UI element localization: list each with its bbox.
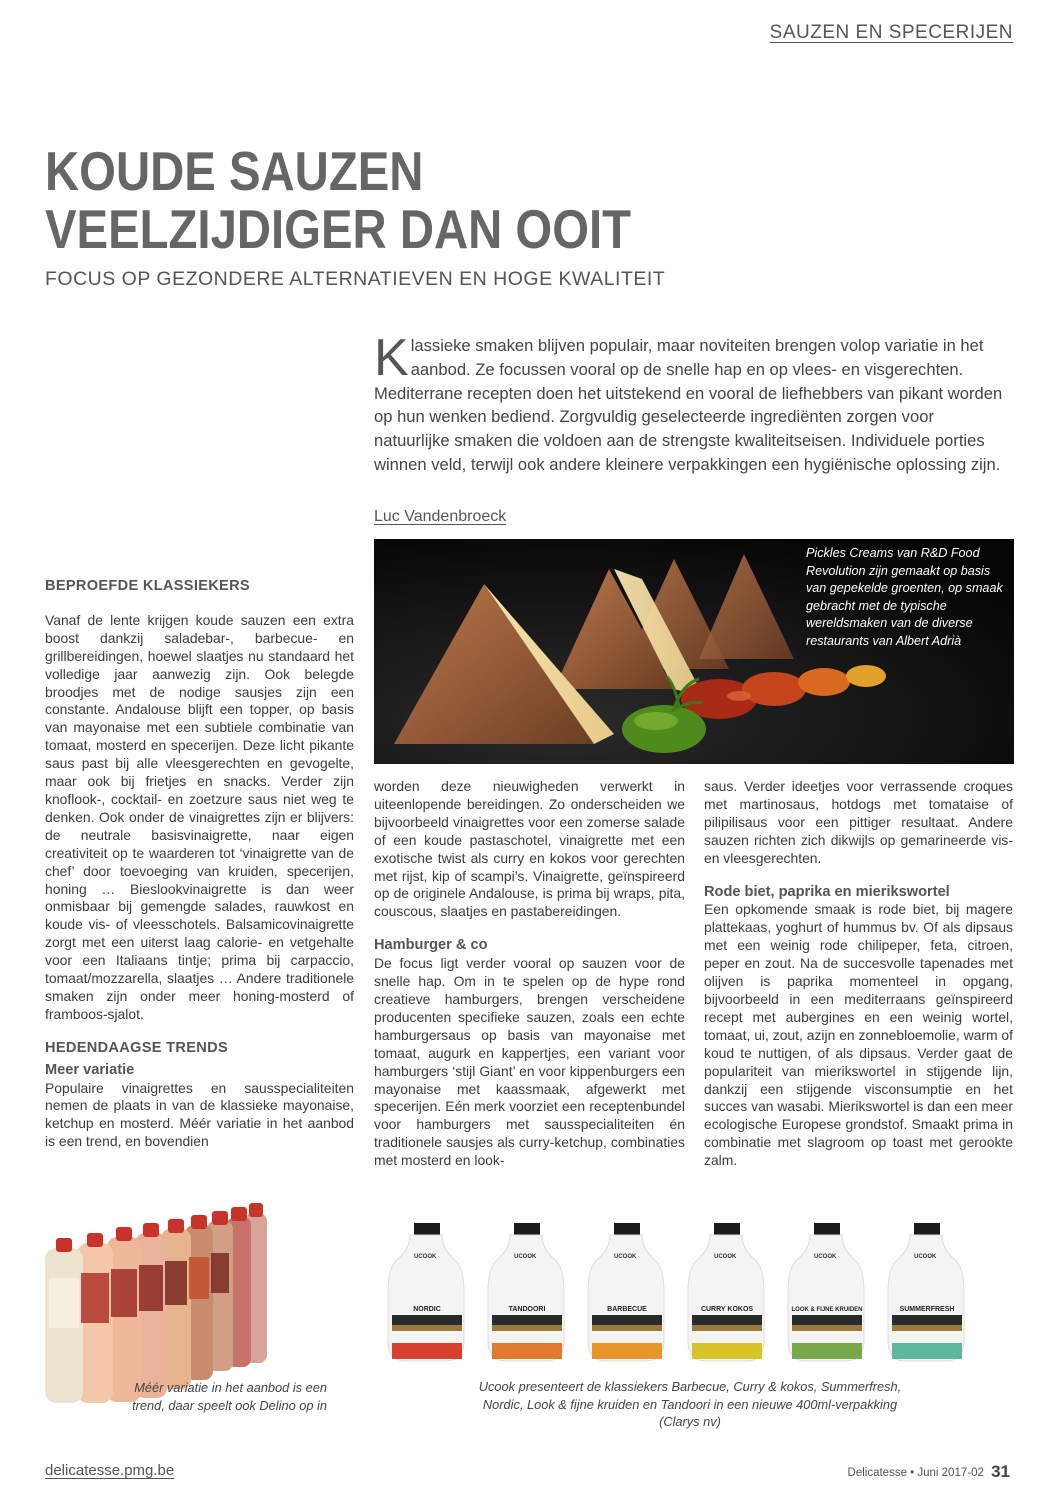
paragraph: Een opkomende smaak is rode biet, bij magere plattekaas, yoghurt of hummus bv. Of als dipsaus met een weinig rode chilipeper, feta, citroen, peper en zout. Na de succesvolle tapenades met olijven is paprika momenteel in opgang, bijvoorbeeld in een mediterraans geïnspireerd recept met aubergines en een weinig wortel, tomaat, ui, zout, azijn en zonnebloemolie, warm of koud te nuttigen, of als dipsaus. Verder gaat de populariteit van mierikswortel in stijgende lijn, dankzij een stijgende visconsumptie en het succes van wasabi. Mierikswortel is dan een meer ecologische Europese grondstof. Smaakt prima in combinatie met slagroom op toast met gerookte zalm. bbox=[704, 901, 1013, 1169]
ucook-brand-text: UCOOK bbox=[914, 1254, 937, 1260]
ucook-bottle bbox=[588, 1223, 664, 1361]
subheading-rode-biet: Rode biet, paprika en mierikswortel bbox=[704, 883, 950, 900]
delino-bottles-photo bbox=[45, 1203, 310, 1403]
ucook-flavor-label: TANDOORI bbox=[508, 1306, 546, 1313]
bottle-row-illustration bbox=[45, 1203, 310, 1403]
ucook-bottle bbox=[788, 1223, 864, 1361]
subheading-meer-variatie: Meer variatie bbox=[45, 1061, 135, 1078]
ucook-brand-text: UCOOK bbox=[514, 1254, 537, 1260]
paragraph: worden deze nieuwigheden verwerkt in uiteenlopende bereidingen. Zo onderscheiden we bijvoorbeeld vinaigrettes voor een zomerse salade of een koude pastaschotel, vinaigrette met een exotische twist als curry en kokos voor gerechten met rijst, kip of scampi’s. Vinaigrette, geïnspireerd op de originele Andalouse, is prima bij wraps, pita, couscous, slaatjes en pastabereidingen. bbox=[374, 778, 685, 920]
ucook-brand-text: UCOOK bbox=[414, 1254, 437, 1260]
heading-hedendaagse-trends: HEDENDAAGSE TRENDS bbox=[45, 1039, 228, 1056]
left-photo-caption: Méér variatie in het aanbod is een trend, daar speelt ook Delino op in bbox=[132, 1380, 327, 1413]
hero-photo bbox=[374, 539, 1014, 764]
issue-info: Delicatesse • Juni 2017-02 bbox=[847, 1467, 984, 1479]
ucook-bottle bbox=[888, 1223, 964, 1361]
author-byline: Luc Vandenbroeck bbox=[374, 508, 507, 525]
ucook-flavor-label: SUMMERFRESH bbox=[899, 1306, 955, 1313]
column-2 bbox=[374, 778, 685, 1170]
column-3 bbox=[704, 778, 1013, 1170]
page-number: 31 bbox=[991, 1462, 1010, 1481]
ucook-bottle bbox=[488, 1223, 564, 1361]
ucook-brand-text: UCOOK bbox=[614, 1254, 637, 1260]
ucook-brand-text: UCOOK bbox=[814, 1254, 837, 1260]
intro-text: lassieke smaken blijven populair, maar noviteiten brengen volop variatie in het aanbod. Ze focussen vooral op de snelle hap en op vlees- en visgerechten. Mediterrane recepten doen het uitstekend en vooral de liefhebbers van pikant worden op hun wenken bediend. Zorgvuldig geselecteerde ingrediënten zorgen voor natuurlijke smaken die voldoen aan de strengste kwaliteitseisen. Individuele porties winnen veld, terwijl ook andere kleinere verpakkingen een hygiënische oplossing zijn. bbox=[374, 336, 1003, 474]
ucook-flavor-label: LOOK & FIJNE KRUIDEN bbox=[791, 1307, 863, 1313]
drop-cap: K bbox=[374, 329, 409, 387]
section-label: SAUZEN EN SPECERIJEN bbox=[769, 22, 1013, 43]
title-line-2: VEELZIJDIGER DAN OOIT bbox=[45, 198, 632, 260]
subheading-hamburger: Hamburger & co bbox=[374, 937, 488, 954]
paragraph: Vanaf de lente krijgen koude sauzen een extra boost dankzij saladebar-, barbecue- en grillbereidingen, hoewel slaatjes nu standaard het volledige jaar aanwezig zijn. Ook belegde broodjes met de nodige sausjes zijn een constante. Andalouse blijft een topper, op basis van mayonaise met een subtiele combinatie van tomaat, mosterd en specerijen. Deze licht pikante saus past bij alle vleesgerechten en gevogelte, maar ook bij frietjes en snacks. Verder zijn knoflook-, cocktail- en zoetzure saus niet weg te denken. Ook onder de vinaigrettes zijn er blijvers: de neutrale basisvinaigrette, naar eigen creativiteit op te waarderen tot ‘vinaigrette van de chef’ door toevoeging van kruiden, specerijen, honing … Bieslookvinaigrette is dan weer onmisbaar bij gemengde salades, rauwkost en koude vis- of vleesschotels. Balsamicovinaigrette zorgt met een uiterst laag calorie- en vetgehalte voor een Italiaans tintje; prima bij carpaccio, tomaat/mozzarella, slaatjes … Andere traditionele smaken zijn onder meer honing-mosterd of framboos-sjalot. bbox=[45, 611, 354, 1022]
paragraph: De focus ligt verder vooral op sauzen voor de snelle hap. Om in te spelen op de hype rond creatieve hamburgers, brengen verscheidene producenten specifieke sauzen, zoals een echte hamburgersaus op basis van mayonaise met tomaat, augurk en kappertjes, een variant voor hamburgers ‘stijl Giant’ en voor kippenburgers een mayonaise met kaassmaak, afgewerkt met specerijen. Eén merk voorziet een receptenbundel voor hamburgers met sausspecialiteiten én traditionele sausjes als curry-ketchup, combinaties met mosterd en look- bbox=[374, 955, 685, 1169]
ucook-bottle bbox=[688, 1223, 764, 1361]
ucook-flavor-label: CURRY KOKOS bbox=[700, 1306, 754, 1313]
heading-beproefde-klassiekers: BEPROEFDE KLASSIEKERS bbox=[45, 578, 250, 594]
ucook-brand-text: UCOOK bbox=[714, 1254, 737, 1260]
hero-caption: Pickles Creams van R&D Food Revolution zijn gemaakt op basis van gepekelde groenten, op smaak gebracht met de typische wereldsmaken van de diverse restaurants van Albert Adrià bbox=[806, 546, 1003, 648]
paragraph: Populaire vinaigrettes en sausspecialiteiten nemen de plaats in van de klassieke mayonaise, ketchup en mosterd. Méér variatie in het aanbod is een trend, en bovendien bbox=[45, 1079, 354, 1150]
article-title bbox=[45, 142, 647, 258]
intro-paragraph bbox=[374, 329, 1010, 477]
ucook-bottle bbox=[388, 1223, 464, 1361]
ucook-flavor-label: BARBECUE bbox=[607, 1306, 647, 1313]
column-1 bbox=[45, 578, 354, 1151]
article-subtitle: FOCUS OP GEZONDERE ALTERNATIEVEN EN HOGE KWALITEIT bbox=[45, 268, 666, 290]
page-footer bbox=[848, 1462, 1010, 1482]
website-link[interactable]: delicatesse.pmg.be bbox=[45, 1462, 175, 1479]
paragraph: saus. Verder ideetjes voor verrassende croques met martinosaus, hotdogs met tomataise of pilipilisaus voor een pittiger resultaat. Andere sauzen richten zich dikwijls op gemarineerde vis- en vleesgerechten. bbox=[704, 778, 1013, 866]
ucook-bottle-row bbox=[374, 1215, 1014, 1375]
right-photo-caption: Ucook presenteert de klassiekers Barbecue, Curry & kokos, Summerfresh, Nordic, Look & fijne kruiden en Tandoori in een nieuwe 400ml-verpakking (Clarys nv) bbox=[478, 1379, 902, 1429]
title-line-1: KOUDE SAUZEN bbox=[45, 140, 424, 202]
ucook-bottles-photo bbox=[374, 1215, 1014, 1375]
ucook-flavor-label: NORDIC bbox=[413, 1306, 441, 1313]
